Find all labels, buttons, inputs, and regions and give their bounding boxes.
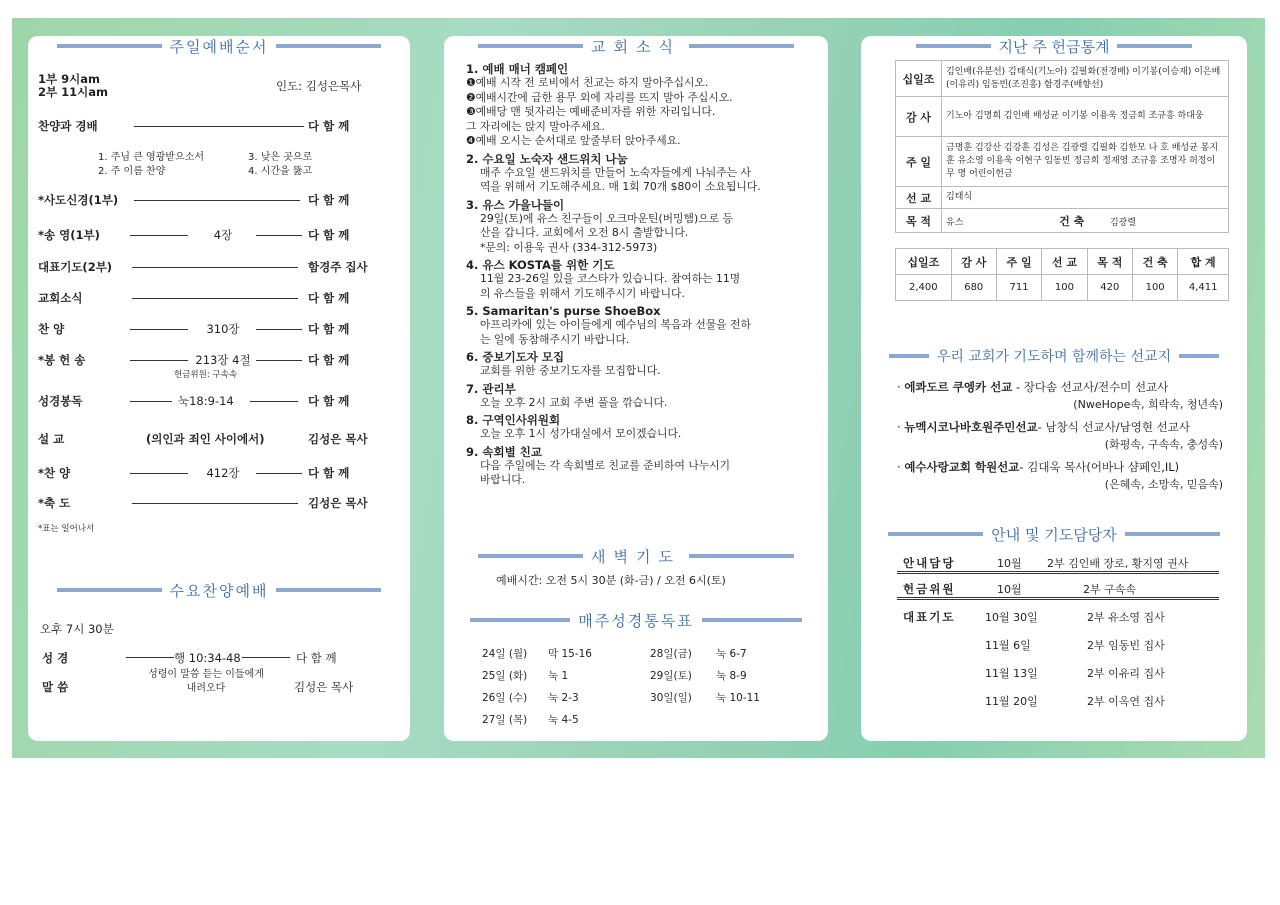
wed-sermon-preacher: 김성은 목사 [294,680,354,694]
church-news-panel [444,36,828,741]
bible-schedule-row [482,712,592,734]
order-item-leader: 다 함 께 [308,322,350,336]
guide-date: 10월 30일 [985,611,1038,624]
guide-date: 10월 [997,557,1022,570]
news-heading: 3. 유스 가을나들이 [466,197,565,212]
service-time-1: 1부 9시am [38,72,100,86]
mission-list [897,378,1237,498]
guide-person: 2부 유소영 집사 [1087,611,1165,624]
mission-item [897,418,1237,436]
summary-header: 건 축 [1132,249,1177,275]
bible-day: 24일 (월) [482,648,528,660]
guide-date: 11월 13일 [985,667,1038,680]
news-item [466,152,816,195]
summary-header: 십일조 [896,249,952,275]
mission-name: 뉴멕시코나바호원주민선교 [904,420,1038,434]
offering-category: 감 사 [896,97,942,137]
bible-schedule-row [650,646,760,668]
offering-stats-title [861,36,1247,56]
news-body-line: *문의: 이용욱 권사 (334-312-5973) [480,240,658,254]
order-line [250,401,298,402]
bible-reference: 눅 8-9 [716,670,747,682]
order-item-label: 성경봉독 [38,394,83,408]
order-item-detail: 310장 [206,322,240,336]
news-body-line: 그 자리에는 앉지 말아주세요. [466,119,605,133]
offering-category: 선 교 [896,187,942,209]
guide-role: 헌금위원 [903,582,956,596]
praise-song-2: 2. 주 이름 찬양 [98,166,166,177]
order-item-label: *찬 양 [38,466,71,480]
wed-scripture-ref: 행 10:34-48 [174,651,241,665]
guide-row [897,662,1219,684]
guide-title [861,524,1247,544]
news-body-line: ❶예배 시작 전 로비에서 친교는 하지 말아주십시오. [466,76,709,89]
news-body-line: 매주 수요일 샌드위치를 만들어 노숙자들에게 나눠주는 사 [480,165,751,179]
wed-scripture-leader: 다 함 께 [296,651,337,665]
order-item-label: *축 도 [38,496,71,510]
bible-schedule-row [482,668,592,690]
dawn-prayer-time: 예배시간: 오전 5시 30분 (화-금) / 오전 6시(토) [496,574,726,587]
order-item-leader: 다 함 께 [308,291,350,305]
news-item [466,445,816,488]
news-body-line: 다음 주일에는 각 속회별로 친교를 준비하여 나누시기 [480,458,731,472]
order-line [132,298,298,299]
guide-row [897,690,1219,712]
order-item-leader: 다 함 께 [308,119,350,133]
order-line [256,329,302,330]
wednesday-worship-title-text: 수요찬양예배 [169,581,269,600]
guide-row [897,634,1219,656]
bible-day: 27일 (목) [482,714,528,726]
summary-value: 2,400 [896,275,952,301]
news-body-line: 역을 위해서 기도해주세요. 매 1회 70개 $80이 소요됩니다. [480,180,761,193]
praise-song-3: 3. 낮은 곳으로 [248,152,313,163]
order-item-label: 교회소식 [38,291,83,305]
bible-reference: 눅 4-5 [548,714,579,726]
bible-schedule-right [650,646,760,712]
order-line [134,126,304,127]
order-line [256,235,302,236]
offering-row [896,97,1229,137]
order-item-label: 대표기도(2부) [38,260,113,274]
offering-names: 금명훈 김강산 김강훈 김성은 김광렬 김필화 김한모 나 호 배성균 봉지훈 유소영 이용욱 이현구 임동빈 정금희 정재영 조규흥 조명자 허정이 무 명 어린이헌금 [942,137,1229,187]
order-item-leader: 다 함 께 [308,193,350,207]
order-item-detail: 4장 [213,228,233,242]
order-item-detail: 213장 4절 [195,353,251,367]
church-news-title [444,36,828,56]
mission-title-text: 우리 교회가 기도하며 함께하는 선교지 [936,349,1172,365]
news-body-line: 오늘 오후 2시 교회 주변 풀을 깎습니다. [480,395,668,409]
bible-day: 28일(금) [650,648,692,660]
news-body-line: 의 유스들을 위해서 기도해주시기 바랍니다. [480,286,685,300]
order-line [130,473,188,474]
bible-day: 26일 (수) [482,692,528,704]
news-body-line: ❹예배 오시는 순서대로 앞줄부터 앉아주세요. [466,134,681,147]
news-body-line: 바랍니다. [480,473,526,486]
offering-committee-note: 헌금위원: 구속속 [174,370,238,380]
news-heading: 8. 구역인사위원회 [466,413,561,427]
summary-header: 선 교 [1042,249,1087,275]
bible-day: 29일(토) [650,670,692,682]
order-item-leader: 다 함 께 [308,228,350,242]
purpose-text: 유스 [946,217,964,228]
building-label: 건 축 [1059,214,1085,228]
news-list [466,62,816,491]
order-line [256,473,302,474]
news-heading: 5. Samaritan's purse ShoeBox [466,304,661,318]
summary-header: 합 계 [1178,249,1229,275]
bible-reading-title [444,610,828,630]
order-item-label: 찬양과 경배 [38,119,98,133]
bible-schedule-left [482,646,592,734]
news-heading: 6. 중보기도자 모집 [466,350,565,364]
news-heading: 7. 관리부 [466,381,516,396]
summary-value: 420 [1087,275,1132,301]
mission-item [897,378,1237,396]
mission-bullet: · [897,380,905,394]
order-line [130,360,188,361]
news-body-line: 29일(토)에 유스 친구들이 오크마운틴(버밍햄)으로 등 [480,211,733,225]
bible-reference: 눅 2-3 [548,692,579,704]
news-item [466,198,816,256]
mission-groups: (화평속, 구속속, 충성속) [1104,438,1223,451]
news-body-line: 교회를 위한 중보기도자를 모집합니다. [480,364,661,377]
news-heading: 4. 유스 KOSTA를 위한 기도 [466,258,615,272]
order-item-leader: 김성은 목사 [308,432,368,446]
wed-sermon-title: 성령이 말씀 듣는 이들에게 내려오다 [148,669,264,694]
order-item-label: *봉 헌 송 [38,353,86,367]
summary-value: 711 [996,275,1041,301]
bible-reference: 눅 1 [548,670,569,682]
news-body-line: 산을 갑니다. 교회에서 오전 8시 출발합니다. [480,226,689,239]
news-heading: 2. 수요일 노숙자 샌드위치 나눔 [466,151,628,166]
news-item [466,258,816,301]
offering-stats-title-text: 지난 주 헌금통계 [998,37,1110,56]
order-item-label: 찬 양 [38,322,65,336]
order-item-label: 설 교 [38,432,65,446]
purpose-label: 목 적 [896,209,942,233]
order-item-leader: 다 함 께 [308,466,350,480]
mission-bullet: · [897,420,905,434]
order-line [132,267,298,268]
stand-note: *표는 일어나서 [38,524,95,534]
summary-header: 감 사 [951,249,996,275]
news-body-line: 오늘 오후 1시 성가대실에서 모이겠습니다. [480,427,682,440]
order-line [130,329,188,330]
mission-groups: (NweHope속, 희락속, 청년속) [1073,398,1223,411]
guide-person: 2부 이옥연 집사 [1087,695,1165,708]
news-body-line: 는 일에 동참해주시기 바랍니다. [480,332,630,346]
guide-row [897,578,1219,600]
offering-category: 십일조 [896,61,942,97]
order-line [130,401,172,402]
mission-bullet: · [897,460,905,474]
guide-date: 11월 20일 [985,695,1038,708]
offering-names: 김태식 [942,187,1229,209]
wed-sermon-label: 말 씀 [42,680,69,694]
guide-person: 2부 김인배 장로, 황지영 권사 [1047,557,1189,570]
bible-reference: 눅 6-7 [716,648,747,660]
order-item-label: *사도신경(1부) [38,193,119,207]
summary-header: 주 일 [996,249,1041,275]
bible-reference: 눅 10-11 [716,692,760,704]
worship-order-title-text: 주일예배순서 [169,37,269,56]
mission-item [897,458,1237,476]
guide-row [897,606,1219,628]
order-line [130,235,188,236]
bible-day: 25일 (화) [482,670,528,682]
mission-groups: (은혜속, 소망속, 믿음속) [1104,478,1223,491]
order-item-leader: 함경주 집사 [308,260,368,274]
offering-table [895,60,1229,233]
bible-schedule-row [482,646,592,668]
offering-names: 기노아 김명희 김인배 배성균 이기봉 이용욱 정금희 조규흥 하대웅 [942,97,1229,137]
praise-song-4: 4. 시간을 뚫고 [248,166,313,177]
news-heading: 9. 속회별 친교 [466,444,542,459]
guide-role: 대표기도 [903,610,956,624]
purpose-row [896,209,1229,233]
summary-header: 목 적 [1087,249,1132,275]
order-line [256,360,302,361]
news-body-line: ❷예배시간에 급한 용무 외에 자리를 뜨지 말아 주십시오. [466,90,733,104]
guide-date: 11월 6일 [985,639,1031,652]
news-body-line: 11월 23-26일 있을 코스타가 있습니다. 참여하는 11명 [480,272,741,285]
order-item-leader: 다 함 께 [308,394,350,408]
offering-row [896,187,1229,209]
news-body-line: ❸예배당 맨 뒷자리는 예배준비자를 위한 자리입니다. [466,105,716,118]
wed-scripture-label: 성 경 [42,651,69,665]
mission-missionaries: - 김대욱 목사(어바나 샴페인,IL) [1019,460,1180,474]
order-line [132,503,298,504]
guide-person: 2부 이유리 집사 [1087,667,1165,680]
worship-order-panel [28,36,410,741]
mission-missionaries: - 장다솜 선교사/전수미 선교사 [1012,380,1169,394]
order-item-leader: 김성은 목사 [308,496,368,510]
bible-schedule-row [650,668,760,690]
dawn-prayer-title [444,546,828,566]
guide-person: 2부 구속속 [1083,583,1136,596]
guide-row [897,552,1219,574]
offering-names: 김인배(유분선) 김태식(기노아) 김필화(전경배) 이기봉(이승재) 이은배(이유리) 임동빈(조진흥) 함경주(배향선) [942,61,1229,97]
bible-day: 30일(일) [650,692,692,704]
mission-title [861,346,1247,366]
news-item [466,413,816,442]
order-item-label: *송 영(1부) [38,228,100,242]
order-line [134,200,300,201]
summary-value: 100 [1132,275,1177,301]
mission-missionaries: - 남창식 선교사/남영현 선교사 [1037,420,1190,434]
dawn-prayer-title-text: 새벽기도 [591,547,681,566]
offering-row [896,137,1229,187]
praise-song-1: 1. 주님 큰 영광받으소서 [98,152,205,163]
offering-summary-table [895,248,1229,301]
summary-value: 680 [951,275,996,301]
offering-category: 주 일 [896,137,942,187]
news-item [466,350,816,379]
guide-person: 2부 임동빈 집사 [1087,639,1165,652]
bible-schedule-row [482,690,592,712]
bible-reference: 막 15-16 [548,648,592,660]
news-item [466,304,816,347]
service-time-2: 2부 11시am [38,85,108,99]
wednesday-worship-title [28,580,410,600]
summary-value: 4,411 [1178,275,1229,301]
worship-order-title [28,36,410,56]
news-item [466,62,816,149]
summary-value: 100 [1042,275,1087,301]
news-heading: 1. 예배 매너 캠페인 [466,62,569,76]
offering-row [896,61,1229,97]
bible-reading-title-text: 매주성경통독표 [578,611,694,630]
offering-panel [861,36,1247,741]
order-item-detail: 412장 [206,466,240,480]
mission-name: 예수사랑교회 학원선교 [904,460,1020,474]
order-item-detail: 눅18:9-14 [178,394,234,408]
church-news-title-text: 교회소식 [591,37,681,56]
guide-title-text: 안내 및 기도담당자 [991,525,1117,544]
wednesday-time: 오후 7시 30분 [40,622,114,636]
bible-schedule-row [650,690,760,712]
guide-date: 10월 [997,583,1022,596]
news-body-line: 아프리카에 있는 아이들에게 예수님의 복음과 선물을 전하 [480,318,751,331]
order-item-leader: 다 함 께 [308,353,350,367]
mission-name: 에콰도르 쿠엥카 선교 [904,380,1013,394]
news-item [466,382,816,411]
order-item-detail: (의인과 죄인 사이에서) [146,432,265,446]
guide-role: 안내담당 [903,556,956,570]
building-text: 김광렬 [1109,217,1137,228]
service-leader: 인도: 김성은목사 [276,79,362,93]
